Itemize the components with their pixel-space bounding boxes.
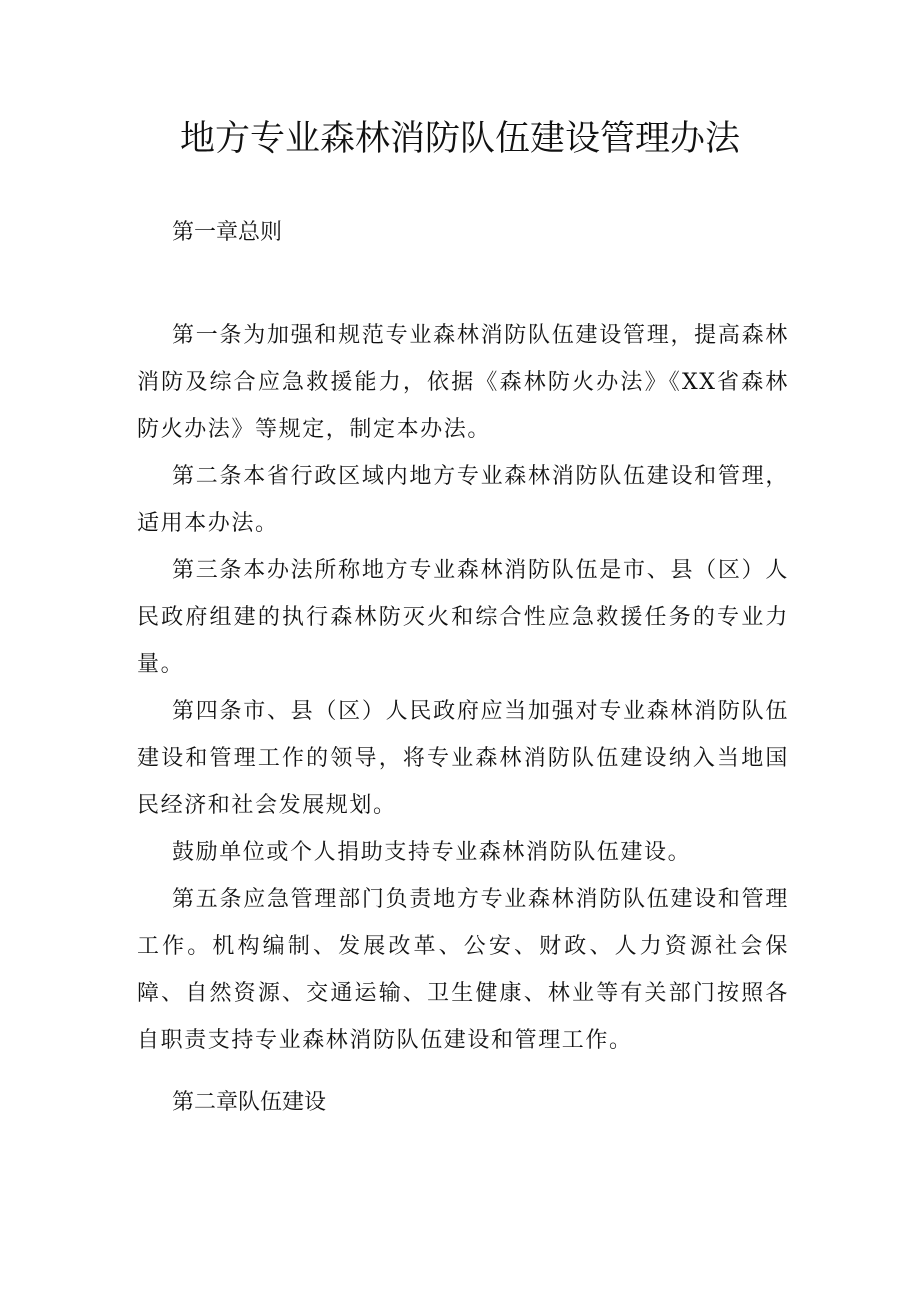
article-3: 第三条本办法所称地方专业森林消防队伍是市、县（区）人民政府组建的执行森林防灭火和综合性应急救援任务的专业力量。 (137, 558, 789, 677)
article-4-supplement: 鼓励单位或个人捐助支持专业森林消防队伍建设。 (172, 840, 692, 865)
document-title: 地方专业森林消防队伍建设管理办法 (179, 119, 740, 159)
article-4: 第四条市、县（区）人民政府应当加强对专业森林消防队伍建设和管理工作的领导，将专业森林消防队伍建设纳入当地国民经济和社会发展规划。 (137, 699, 789, 818)
article-2: 第二条本省行政区域内地方专业森林消防队伍建设和管理，适用本办法。 (137, 464, 789, 536)
chapter-1-body (137, 312, 789, 1064)
chapter-heading-2: 第二章队伍建设 (172, 1090, 327, 1115)
article-5: 第五条应急管理部门负责地方专业森林消防队伍建设和管理工作。机构编制、发展改革、公安、财政、人力资源社会保障、自然资源、交通运输、卫生健康、林业等有关部门按照各自职责支持专业森林消防队伍建设和管理工作。 (137, 887, 789, 1053)
article-1: 第一条为加强和规范专业森林消防队伍建设管理，提高森林消防及综合应急救援能力，依据《森林防火办法》《XX省森林防火办法》等规定，制定本办法。 (137, 323, 789, 442)
chapter-heading-1: 第一章总则 (172, 220, 283, 245)
